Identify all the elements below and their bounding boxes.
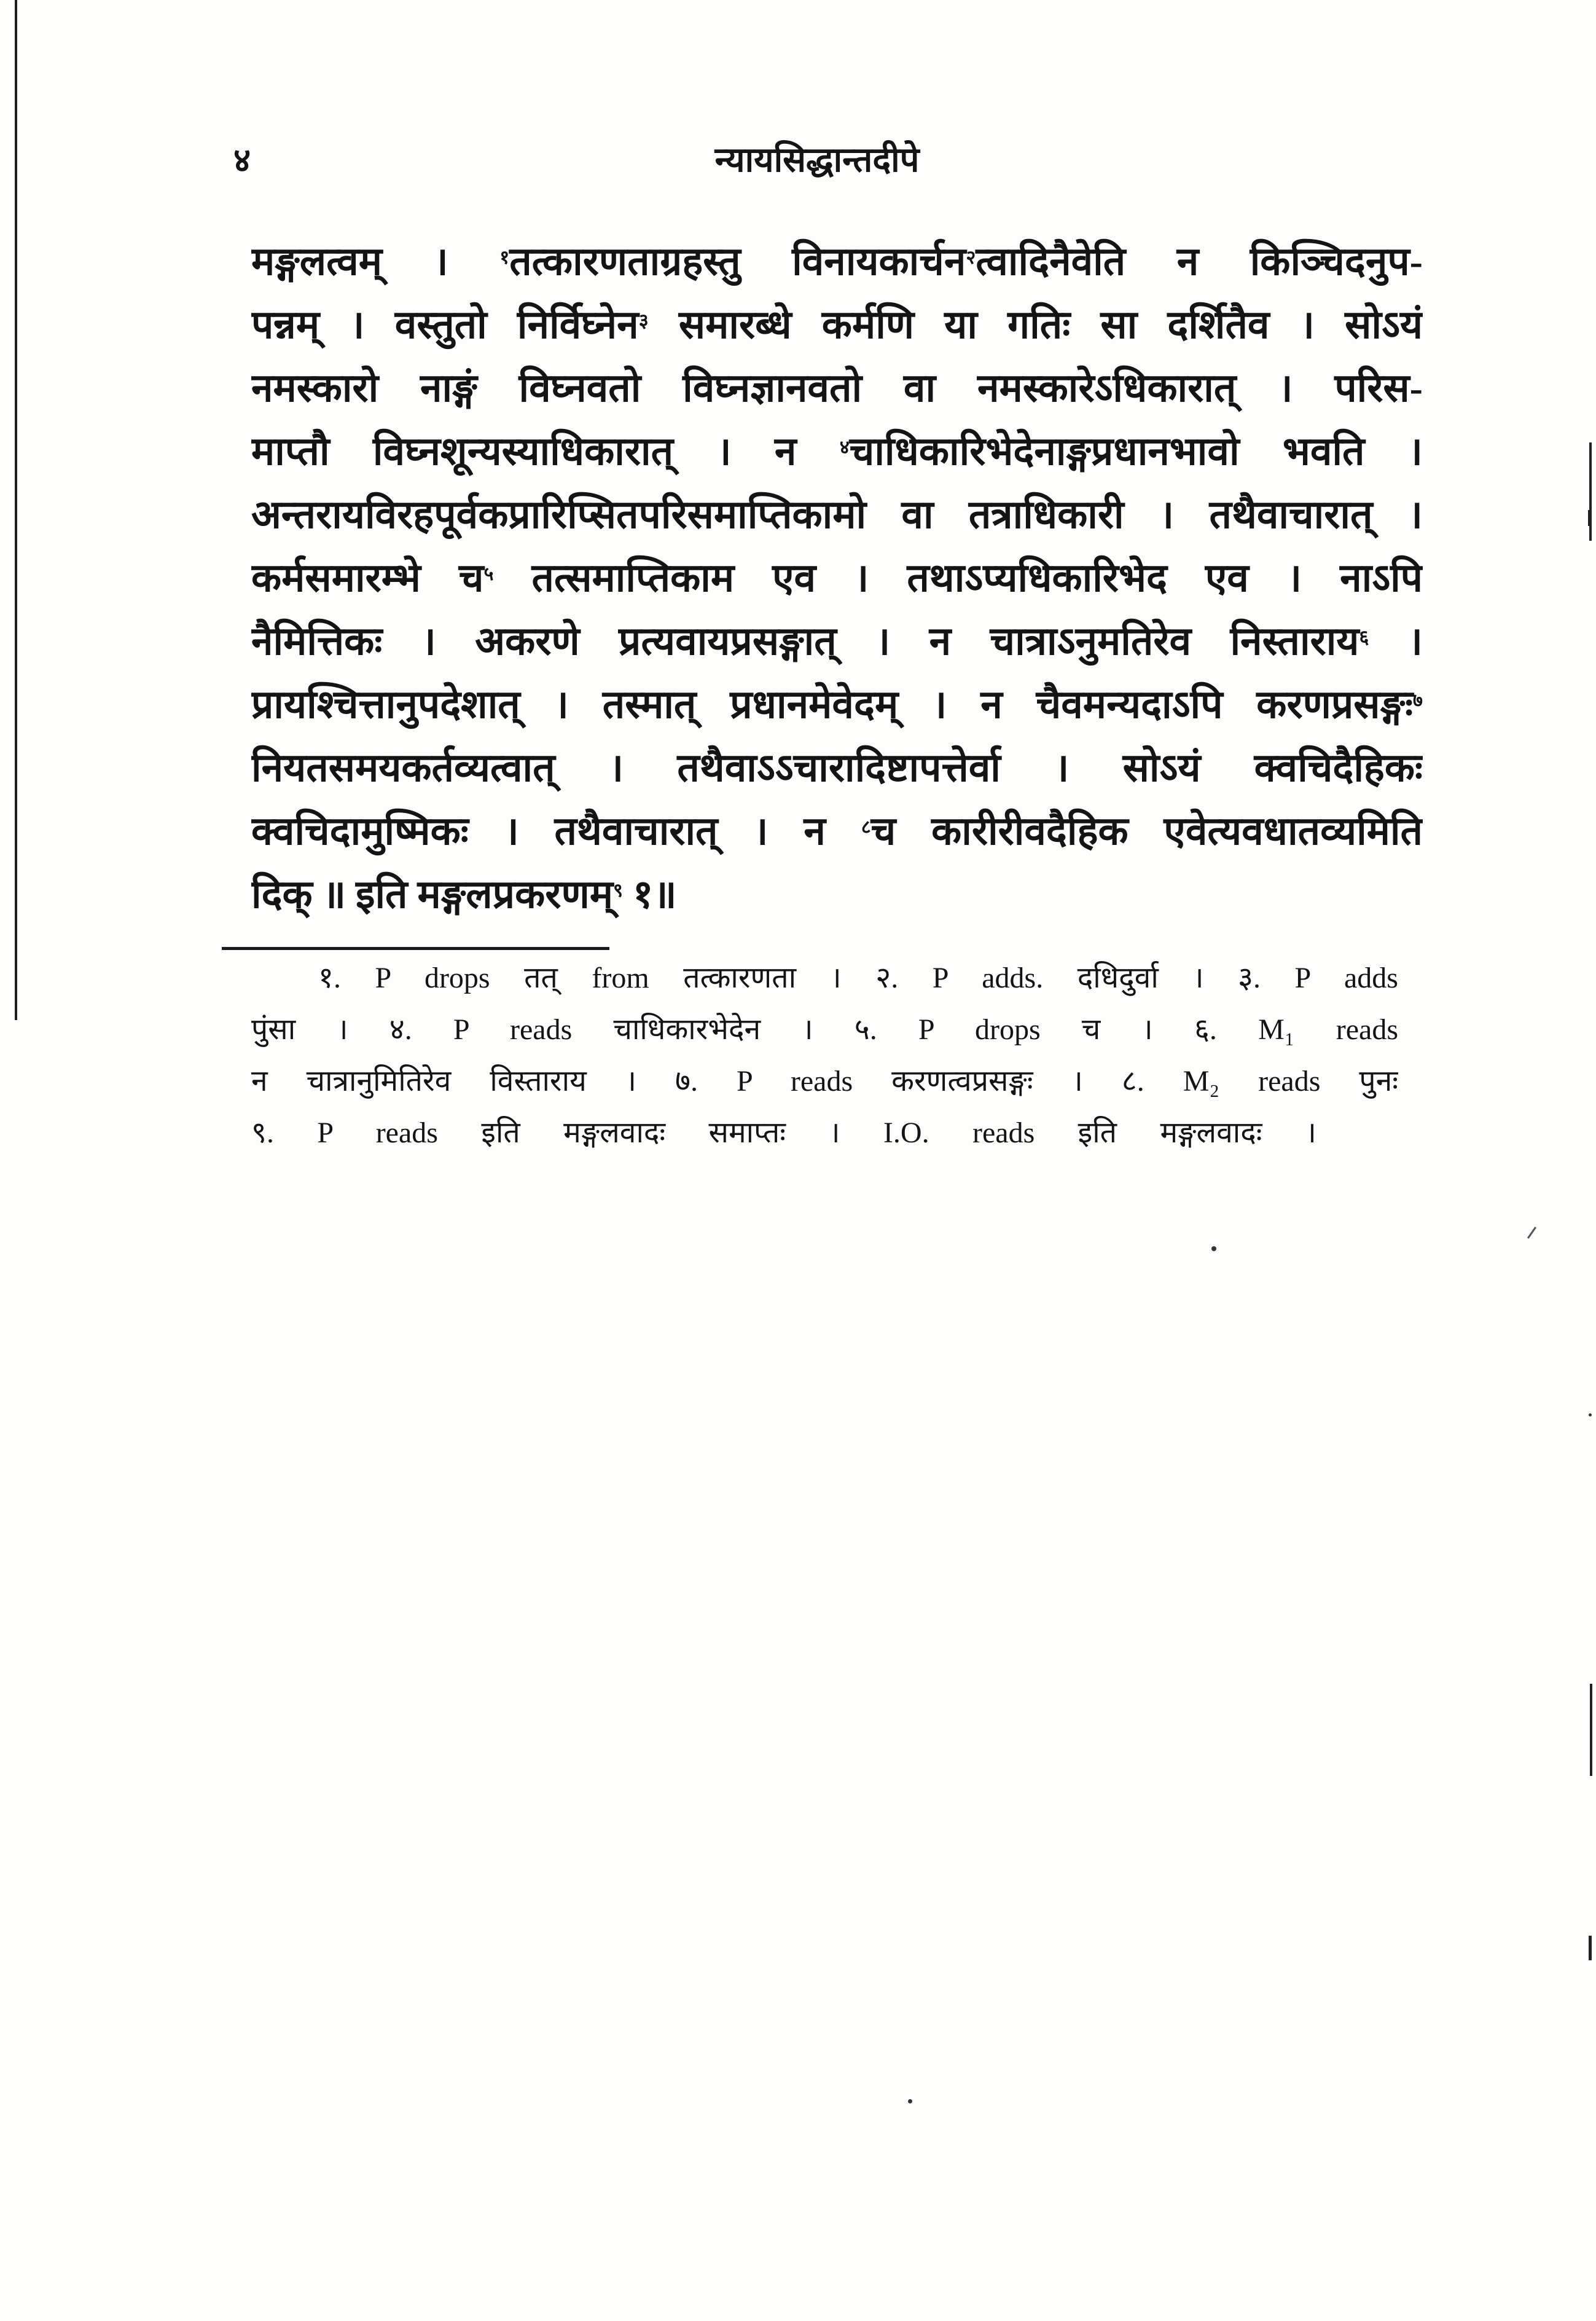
text-segment: नैमित्तिकः । अकरणे प्रत्यवायप्रसङ्गात् । न चात्राऽनुमतिरेव निस्ताराय — [251, 619, 1359, 663]
text-segment: समारब्धे कर्मणि या गतिः सा दर्शितैव । सोऽयं — [648, 303, 1423, 347]
text-segment: कर्मसमारम्भे च — [251, 556, 484, 600]
text-line — [251, 230, 1423, 293]
footnote-marker: ६ — [1359, 626, 1369, 648]
scan-edge-line — [15, 0, 17, 1020]
footnote-marker: ८ — [861, 816, 871, 838]
text-line — [251, 610, 1423, 673]
footnote-marker: ५ — [483, 563, 494, 584]
footnote-line: पुंसा । ४. P reads चाधिकारभेदेन । ५. P drops च । ६. M₁ reads — [251, 1013, 1398, 1046]
page-number: ४ — [233, 142, 251, 179]
scan-speck — [908, 2099, 912, 2103]
text-segment: पन्नम् । वस्तुतो निर्विघ्नेन — [251, 303, 639, 347]
text-segment: क्वचिदामुष्मिकः । तथैवाचारात् । न — [251, 809, 861, 853]
text-segment: नियतसमयकर्तव्यत्वात् । तथैवाऽऽचारादिष्टापत्तेर्वा । सोऽयं क्वचिदैहिकः — [251, 746, 1423, 790]
text-segment: १॥ — [622, 873, 677, 916]
text-segment: च कारीरीवदैहिक एवेत्यवधातव्यमिति — [870, 809, 1423, 853]
text-line — [251, 546, 1423, 610]
footnote-line: १. P drops तत् from तत्कारणता । २. P adds. दधिदुर्वा । ३. P adds — [318, 962, 1398, 994]
scan-edge-mark — [1589, 442, 1592, 541]
text-segment: चाधिकारिभेदेनाङ्गप्रधानभावो भवति । — [849, 430, 1423, 473]
text-line — [251, 293, 1423, 356]
text-line — [251, 863, 1423, 926]
footnotes — [251, 952, 1398, 1159]
text-line — [251, 673, 1423, 736]
text-segment: । — [1369, 619, 1423, 663]
text-line — [251, 799, 1423, 863]
text-segment: तत्समाप्तिकाम एव । तथाऽप्यधिकारिभेद एव । नाऽपि — [493, 556, 1423, 600]
text-segment: माप्तौ विघ्नशून्यस्याधिकारात् । न — [251, 430, 840, 473]
scan-speck — [1589, 1413, 1592, 1416]
text-segment: प्रायश्चित्तानुपदेशात् । तस्मात् प्रधानमेवेदम् । न चैवमन्यदाऽपि करणप्रसङ्गः — [251, 683, 1414, 726]
footnote-marker: ९ — [613, 879, 623, 901]
scan-edge-mark — [1588, 510, 1592, 526]
running-title: न्यायसिद्धान्तदीपे — [714, 141, 920, 179]
text-segment: तत्कारणताग्रहस्तु विनायकार्चन — [509, 240, 966, 283]
text-segment: त्वादिनैवेति न किञ्चिदनुप- — [976, 240, 1423, 283]
text-segment: दिक् ॥ इति मङ्गलप्रकरणम् — [251, 873, 613, 916]
text-segment: अन्तरायविरहपूर्वकप्रारिप्सितपरिसमाप्तिकामो वा तत्राधिकारी । तथैवाचारात् । — [251, 493, 1423, 536]
scan-speck — [1211, 1246, 1216, 1251]
text-line — [251, 736, 1423, 799]
scan-edge-mark — [1590, 1684, 1592, 1776]
text-segment: नमस्कारो नाङ्गं विघ्नवतो विघ्नज्ञानवतो वा नमस्कारेऽधिकारात् । परिस- — [251, 366, 1423, 410]
footnote-marker: १ — [499, 246, 510, 268]
footnote-line: ९. P reads इति मङ्गलवादः समाप्तः । I.O. reads इति मङ्गलवादः । — [251, 1117, 1316, 1149]
footnote-separator — [222, 947, 609, 950]
body-text — [251, 230, 1423, 926]
text-line — [251, 483, 1423, 546]
footnote-line: न चात्रानुमितिरेव विस्ताराय । ७. P reads करणत्वप्रसङ्गः । ८. M₂ reads पुनः — [251, 1065, 1398, 1098]
text-segment: मङ्गलत्वम् । — [251, 240, 500, 283]
text-line — [251, 356, 1423, 420]
scan-speck — [1527, 1227, 1536, 1239]
footnote-marker: ४ — [839, 436, 850, 458]
text-line — [251, 420, 1423, 483]
scan-edge-mark — [1589, 1936, 1592, 1960]
footnote-marker: २ — [966, 246, 976, 268]
footnote-marker: ७ — [1413, 689, 1423, 711]
footnote-marker: ३ — [638, 310, 649, 331]
